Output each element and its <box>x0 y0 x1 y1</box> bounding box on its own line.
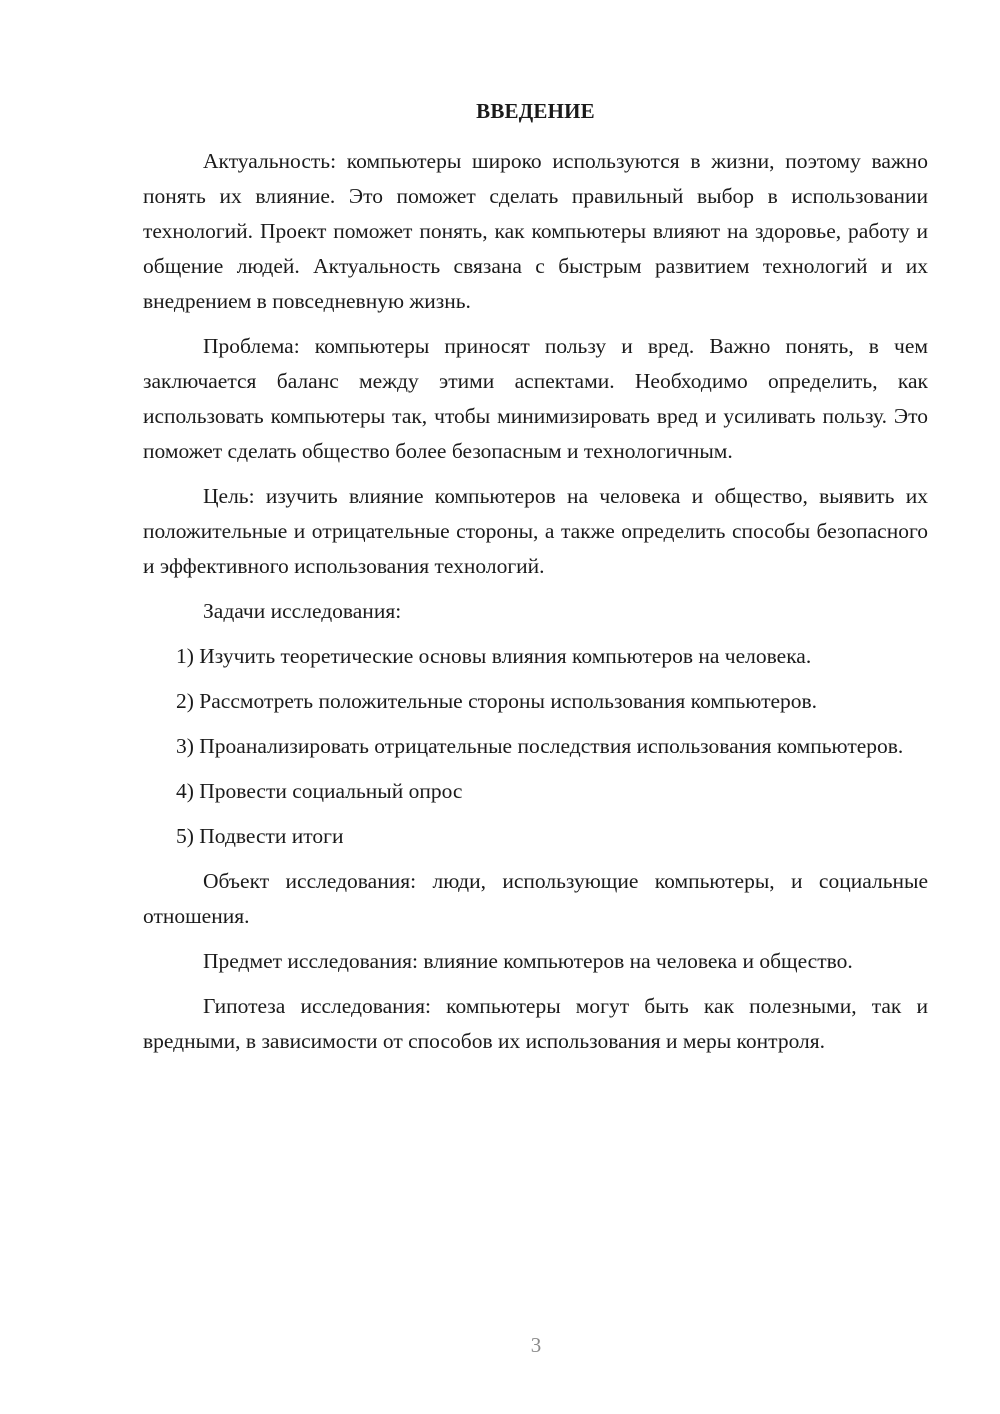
task-item-2: 2) Рассмотреть положительные стороны использования компьютеров. <box>176 689 818 713</box>
paragraph-goal: Цель: изучить влияние компьютеров на человека и общество, выявить их положительные и отрицательные стороны, а также определить способы безопасного и эффективного использования технологий. <box>143 484 928 578</box>
document-title: ВВЕДЕНИЕ <box>476 99 595 123</box>
paragraph-problem: Проблема: компьютеры приносят пользу и вред. Важно понять, в чем заключается баланс между этими аспектами. Необходимо определить, как использовать компьютеры так, чтобы минимизировать вред и усиливать пользу. Это поможет сделать общество более безопасным и технологичным. <box>143 334 928 463</box>
page-number: 3 <box>530 1333 542 1357</box>
paragraph-subject: Предмет исследования: влияние компьютеров на человека и общество. <box>203 949 853 973</box>
paragraph-hypothesis: Гипотеза исследования: компьютеры могут быть как полезными, так и вредными, в зависимости от способов их использования и меры контроля. <box>143 994 928 1053</box>
document-page <box>143 96 928 1059</box>
task-item-5: 5) Подвести итоги <box>176 824 344 848</box>
paragraph-object: Объект исследования: люди, использующие компьютеры, и социальные отношения. <box>143 869 928 928</box>
task-item-3: 3) Проанализировать отрицательные последствия использования компьютеров. <box>176 734 904 758</box>
task-item-1: 1) Изучить теоретические основы влияния компьютеров на человека. <box>176 644 812 668</box>
tasks-heading: Задачи исследования: <box>203 599 402 623</box>
task-item-4: 4) Провести социальный опрос <box>176 779 463 803</box>
paragraph-relevance: Актуальность: компьютеры широко используются в жизни, поэтому важно понять их влияние. Это поможет сделать правильный выбор в использовании технологий. Проект поможет понять, как компьютеры влияют на здоровье, работу и общение людей. Актуальность связана с быстрым развитием технологий и их внедрением в повседневную жизнь. <box>143 149 928 313</box>
